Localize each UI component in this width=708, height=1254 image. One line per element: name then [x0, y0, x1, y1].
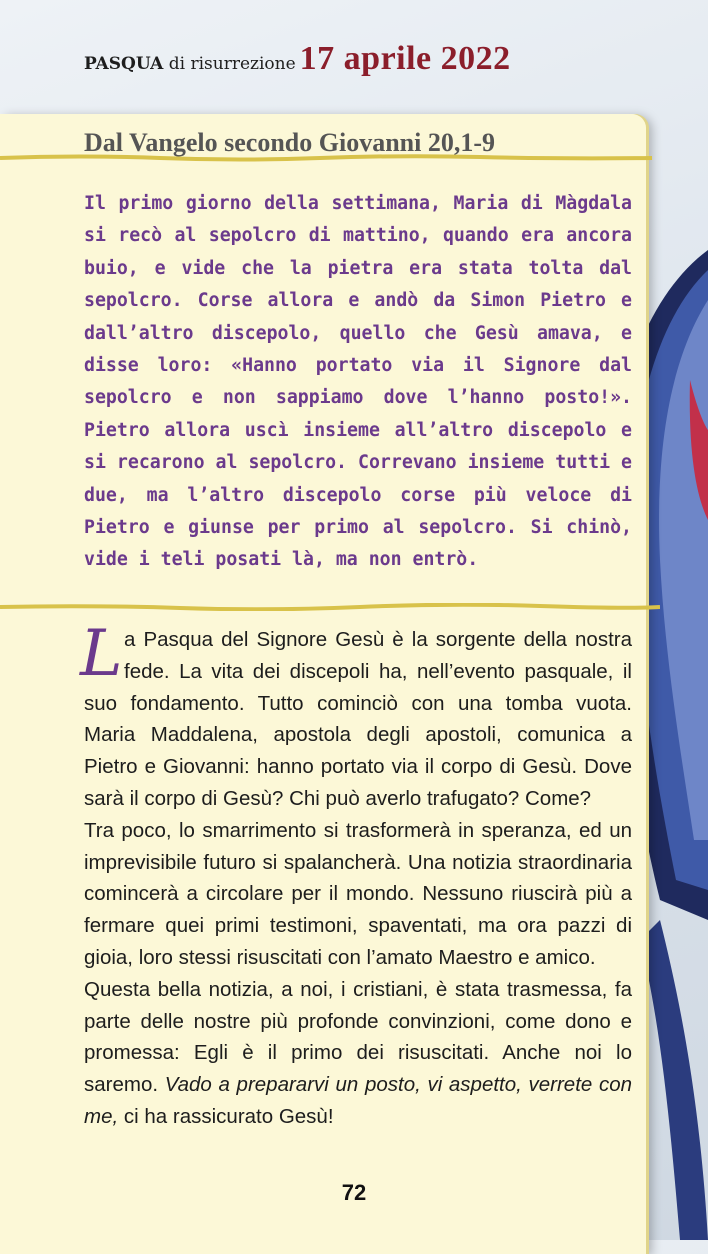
commentary-paragraph: Tra poco, lo smarrimento si trasformerà in speranza, ed un imprevisibile futuro si spalancherà. Una notizia straordinaria comincerà a circolare per il mondo. Nessuno riuscirà più a fermare quei primi testimoni, spaventati, ma ora pazzi di gioia, loro stessi risuscitati con l’amato Maestro e amico. — [84, 818, 632, 969]
feast-date: 17 aprile 2022 — [299, 40, 511, 77]
gospel-title: Dal Vangelo secondo Giovanni 20,1-9 — [84, 128, 496, 157]
commentary — [80, 617, 633, 1133]
drop-cap: L — [80, 617, 123, 691]
gospel-text: Il primo giorno della settimana, Maria di Màgdala si recò al sepolcro di mattino, quando era ancora buio, e vide che la pietra era stata tolta dal sepolcro. Corse allora e andò da Simon Pietro e dall’altro discepolo, quello che Gesù amava, e disse loro: «Hanno portato via il Signore dal sepolcro e non sappiamo dove l’hanno posto!». Pietro allora uscì insieme all’altro discepolo e si recarono al sepolcro. Correvano insieme tutti e due, ma l’altro discepolo corse più veloce di Pietro e giunse per primo al sepolcro. Si chinò, vide i teli posati là, ma non entrò. — [84, 193, 632, 571]
commentary-paragraph: La Pasqua del Signore Gesù è la sorgente della nostra fede. La vita dei discepoli ha, nell’evento pasquale, il suo fondamento. Tutto cominciò con una tomba vuota. Maria Maddalena, apostola degli apostoli, comunica a Pietro e Giovanni: hanno portato via il corpo di Gesù. Dove sarà il corpo di Gesù? Chi può averlo trafugato? Come? — [80, 617, 632, 810]
title-underline — [0, 154, 652, 162]
jesus-quote: Vado a prepararvi un posto, vi aspetto, verrete con me, — [84, 1073, 633, 1128]
commentary-paragraph: Questa bella notizia, a noi, i cristiani, è stata trasmessa, fa parte delle nostre più profonde convinzioni, come dono e promessa: Egli è il primo dei risuscitati. Anche noi lo saremo. Vado a prepararvi un posto, vi aspetto, verrete con me, ci ha rassicurato Gesù! — [84, 977, 633, 1128]
section-divider — [0, 603, 660, 611]
page-number: 72 — [341, 1180, 367, 1205]
page-header — [84, 40, 511, 84]
feast-label: PASQUA di risurrezione — [84, 54, 296, 74]
